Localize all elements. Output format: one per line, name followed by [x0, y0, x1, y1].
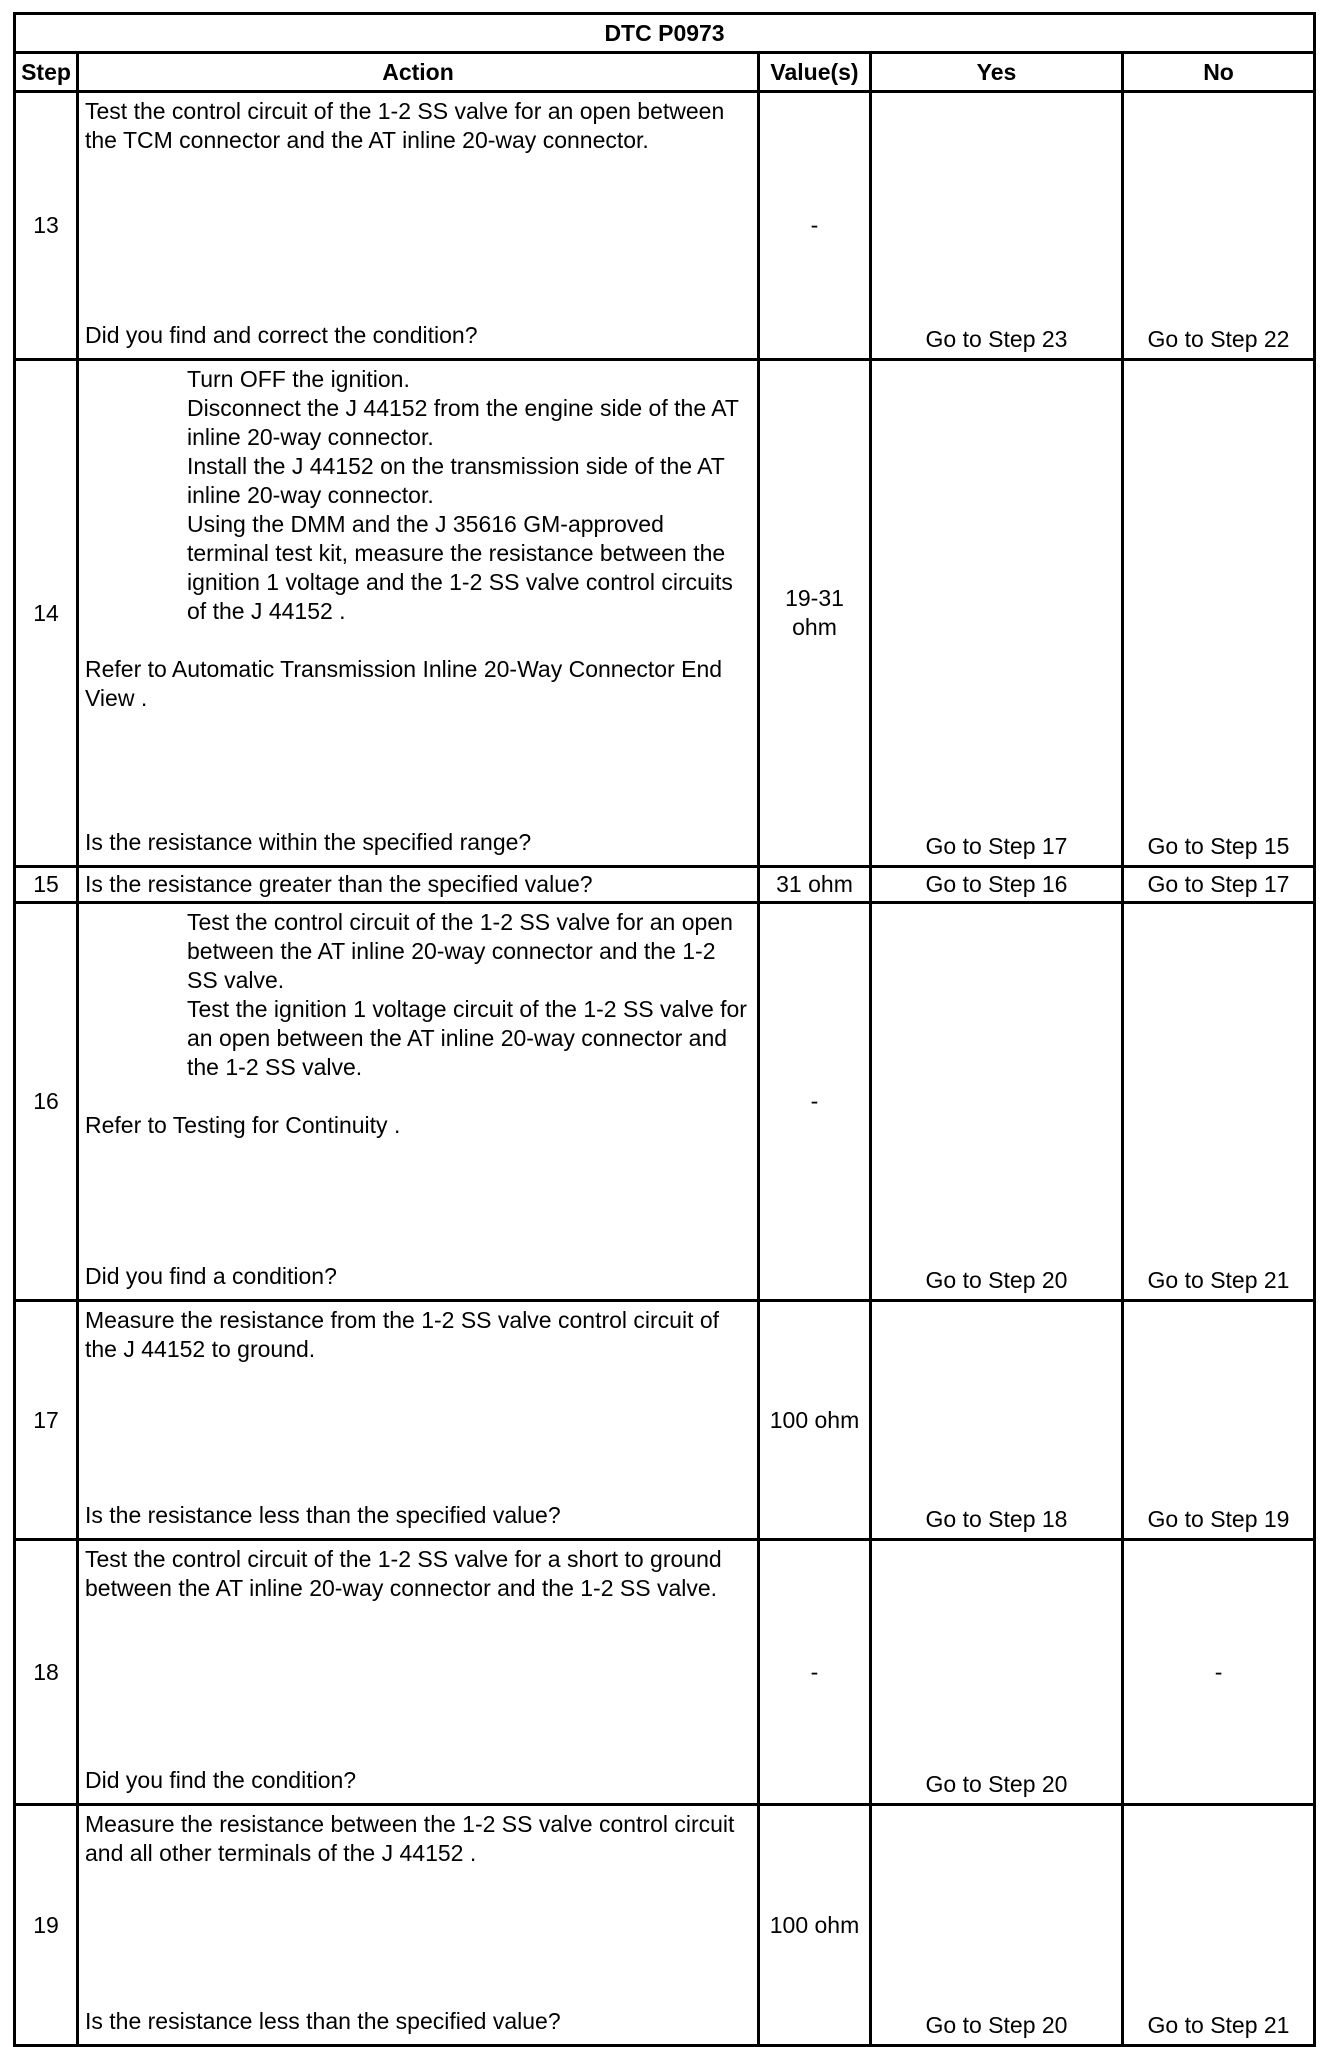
yes-cell: Go to Step 18 [871, 1301, 1123, 1540]
no-cell: Go to Step 21 [1123, 903, 1315, 1301]
step-number: 17 [15, 1301, 78, 1540]
yes-cell: Go to Step 23 [871, 92, 1123, 360]
action-question: Is the resistance within the specified range? [85, 829, 532, 855]
no-cell: Go to Step 15 [1123, 360, 1315, 867]
action-note: Refer to Automatic Transmission Inline 20-Way Connector End View . [85, 656, 723, 711]
header-yes: Yes [871, 53, 1123, 92]
action-text: Test the control circuit of the 1-2 SS valve for an open between the TCM connector and the AT inline 20-way connector. [85, 98, 725, 153]
header-step: Step [15, 53, 78, 92]
yes-cell: Go to Step 17 [871, 360, 1123, 867]
action-question: Did you find the condition? [85, 1767, 357, 1793]
table-row [15, 92, 1315, 360]
header-row [15, 53, 1315, 92]
action-question: Did you find and correct the condition? [85, 322, 478, 348]
no-cell: Go to Step 22 [1123, 92, 1315, 360]
action-bullet: Using the DMM and the J 35616 GM-approved terminal test kit, measure the resistance between the ignition 1 voltage and the 1-2 SS valve control circuits of the J 44152 . [187, 511, 733, 624]
action-note: Refer to Testing for Continuity . [85, 1112, 401, 1138]
action-cell [78, 1540, 759, 1805]
table-row [15, 867, 1315, 903]
action-question: Did you find a condition? [85, 1263, 337, 1289]
action-bullets [85, 908, 751, 1082]
value-cell: 19-31 ohm [759, 360, 871, 867]
action-question: Is the resistance less than the specified value? [85, 1502, 561, 1528]
step-number: 19 [15, 1805, 78, 2046]
action-bullet: Turn OFF the ignition. [187, 366, 410, 392]
header-action: Action [78, 53, 759, 92]
value-cell: - [759, 1540, 871, 1805]
table-row [15, 903, 1315, 1301]
value-cell: 100 ohm [759, 1301, 871, 1540]
action-text: Measure the resistance between the 1-2 SS valve control circuit and all other terminals of the J 44152 . [85, 1811, 735, 1866]
header-no: No [1123, 53, 1315, 92]
no-cell: Go to Step 19 [1123, 1301, 1315, 1540]
yes-cell: Go to Step 20 [871, 1805, 1123, 2046]
yes-cell: Go to Step 16 [871, 867, 1123, 903]
action-cell [78, 92, 759, 360]
yes-cell: Go to Step 20 [871, 903, 1123, 1301]
yes-cell: Go to Step 20 [871, 1540, 1123, 1805]
action-bullets [85, 365, 751, 626]
table-row [15, 1301, 1315, 1540]
table-row [15, 1540, 1315, 1805]
action-text: Test the control circuit of the 1-2 SS valve for a short to ground between the AT inline 20-way connector and the 1-2 SS valve. [85, 1546, 722, 1601]
step-number: 13 [15, 92, 78, 360]
action-bullet: Disconnect the J 44152 from the engine side of the AT inline 20-way connector. [187, 395, 739, 450]
dtc-table [13, 12, 1316, 2047]
no-cell: - [1123, 1540, 1315, 1805]
step-number: 16 [15, 903, 78, 1301]
action-bullet: Test the control circuit of the 1-2 SS valve for an open between the AT inline 20-way connector and the 1-2 SS valve. [187, 909, 733, 993]
step-number: 15 [15, 867, 78, 903]
action-bullet: Install the J 44152 on the transmission side of the AT inline 20-way connector. [187, 453, 725, 508]
step-number: 18 [15, 1540, 78, 1805]
action-question: Is the resistance greater than the specified value? [78, 867, 759, 903]
value-cell: - [759, 92, 871, 360]
table-row [15, 360, 1315, 867]
action-cell [78, 903, 759, 1301]
no-cell: Go to Step 17 [1123, 867, 1315, 903]
action-cell [78, 1805, 759, 2046]
value-cell: 100 ohm [759, 1805, 871, 2046]
table-title: DTC P0973 [15, 14, 1315, 53]
action-text: Measure the resistance from the 1-2 SS valve control circuit of the J 44152 to ground. [85, 1307, 720, 1362]
action-bullet: Test the ignition 1 voltage circuit of the 1-2 SS valve for an open between the AT inline 20-way connector and the 1-2 SS valve. [187, 996, 747, 1080]
step-number: 14 [15, 360, 78, 867]
value-cell: 31 ohm [759, 867, 871, 903]
action-cell [78, 1301, 759, 1540]
table-row [15, 1805, 1315, 2046]
value-cell: - [759, 903, 871, 1301]
header-values: Value(s) [759, 53, 871, 92]
action-question: Is the resistance less than the specified value? [85, 2008, 561, 2034]
no-cell: Go to Step 21 [1123, 1805, 1315, 2046]
action-cell [78, 360, 759, 867]
